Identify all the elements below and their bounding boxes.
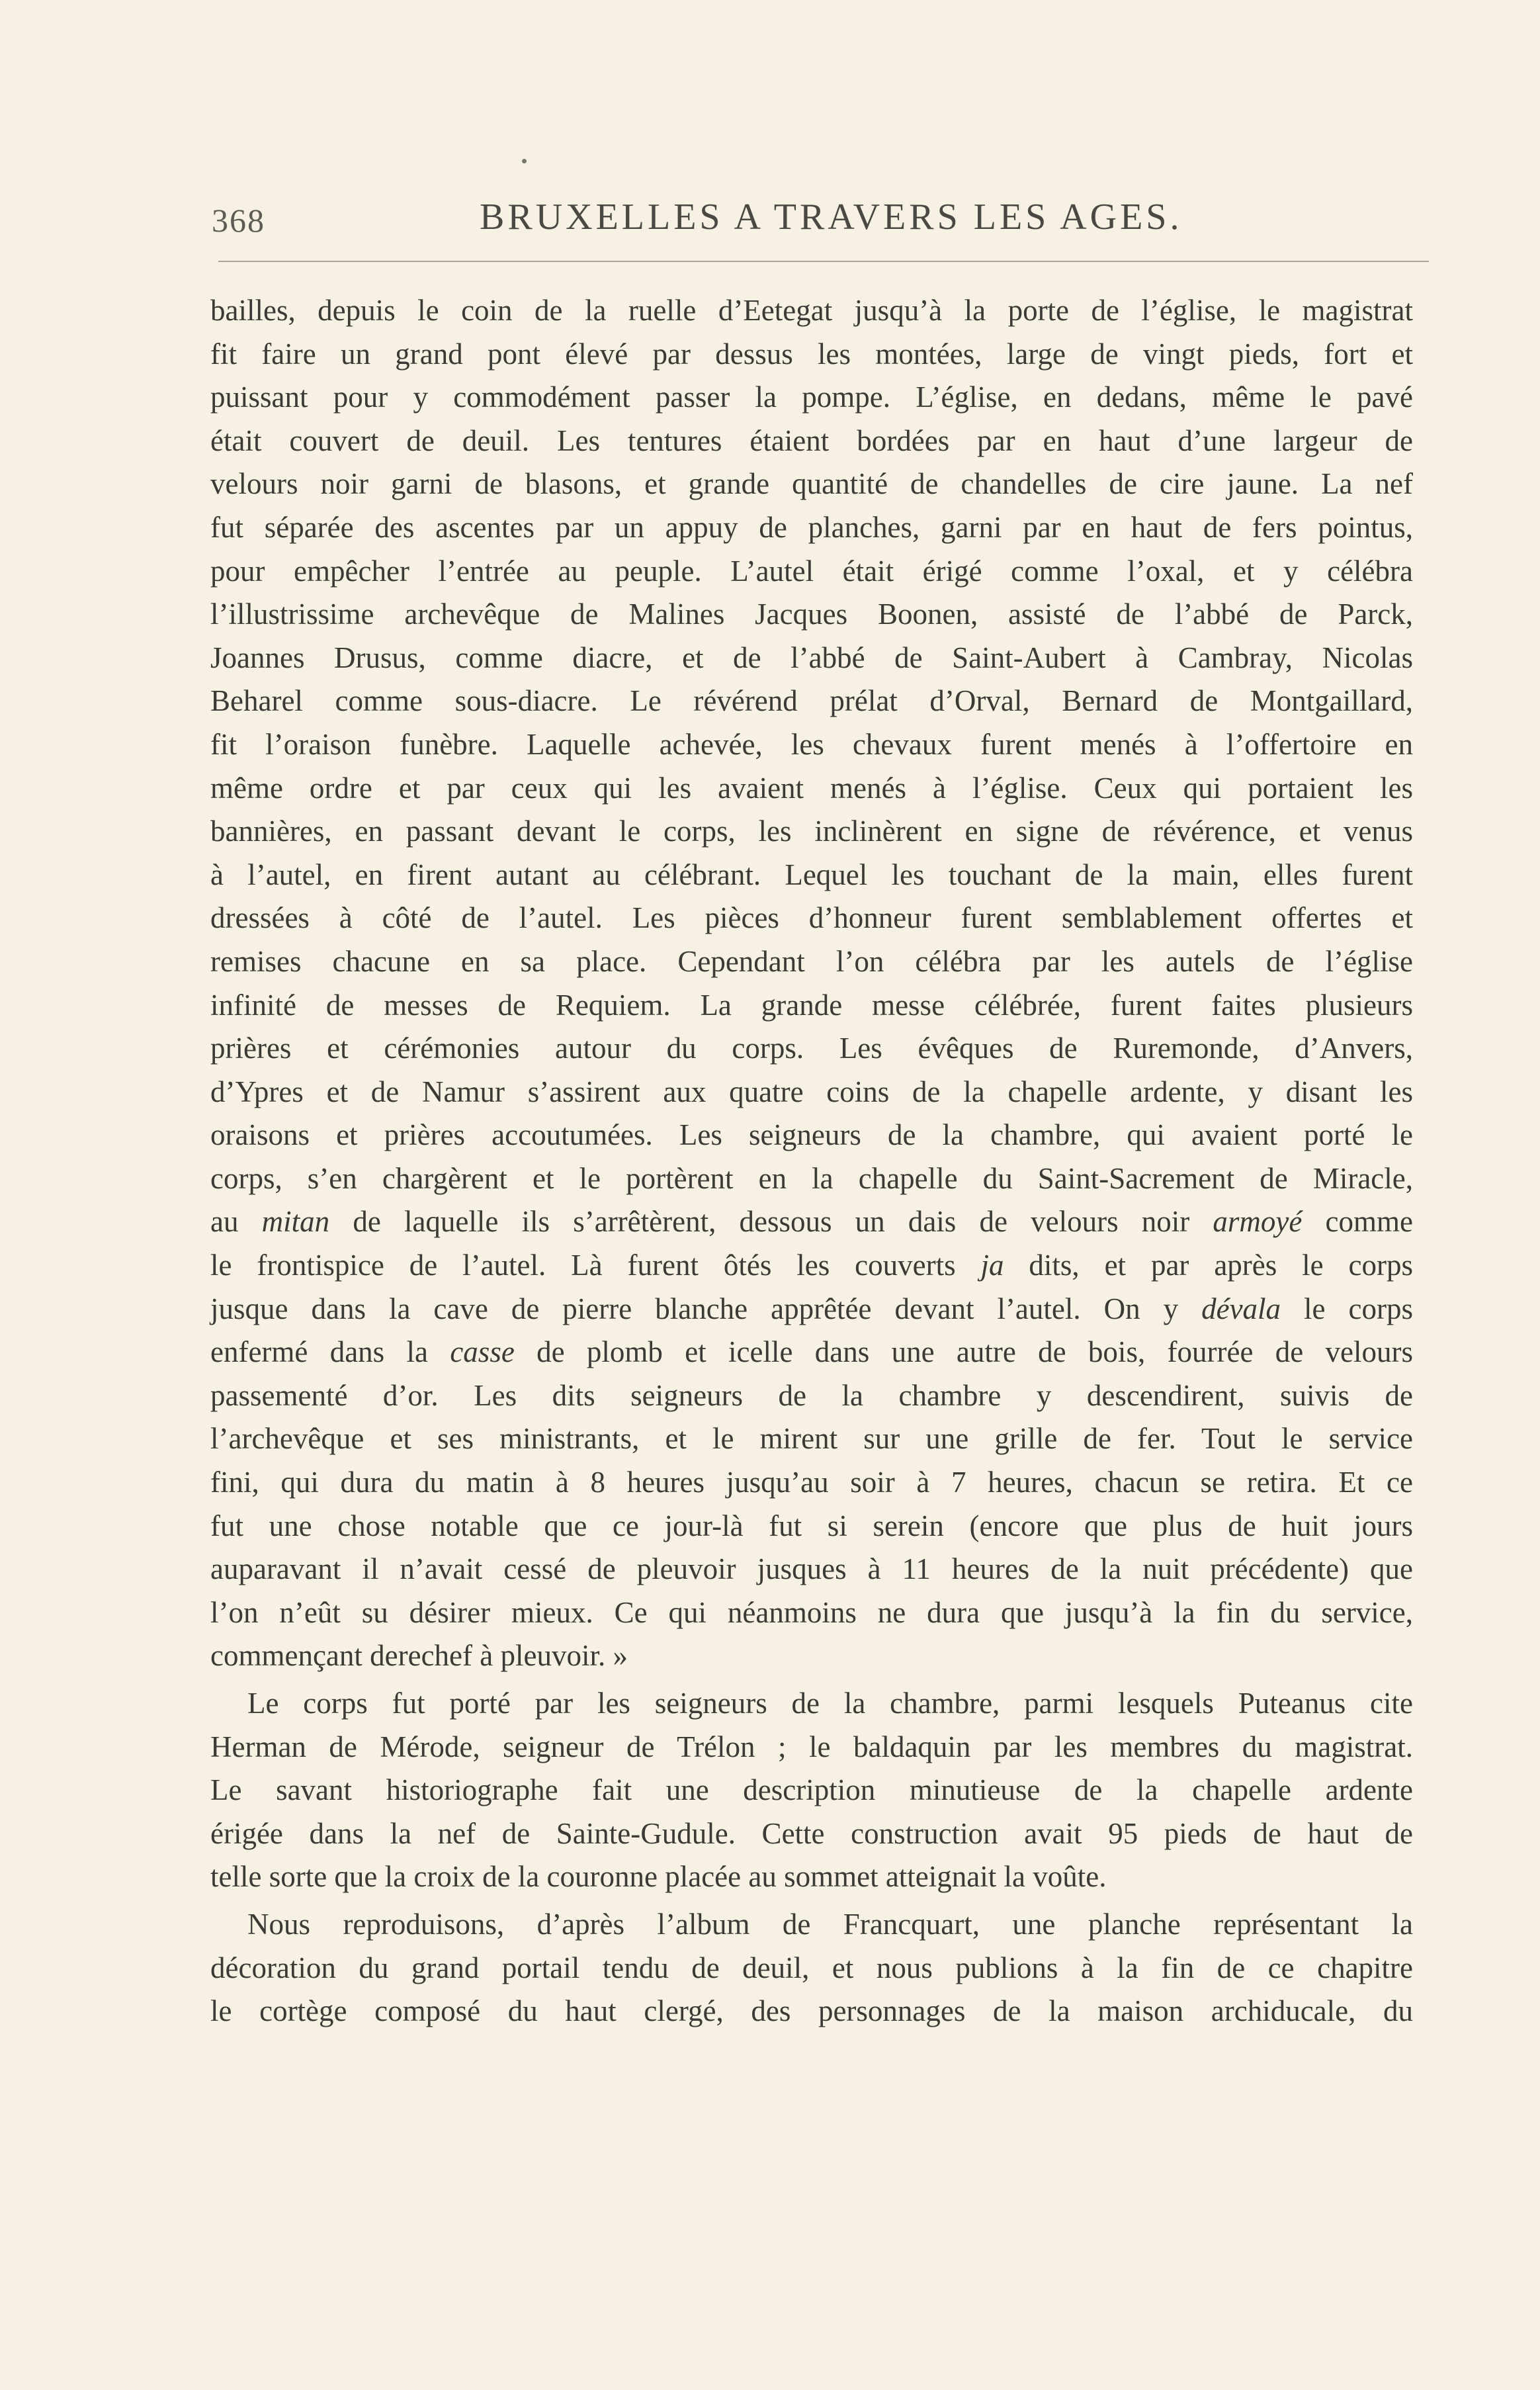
- text-run: le corps: [1281, 1292, 1413, 1325]
- text-run: comme: [1302, 1205, 1413, 1239]
- italic-term: mitan: [261, 1205, 330, 1239]
- text-line: [210, 1331, 1413, 1374]
- header-rule: [218, 261, 1429, 262]
- text-line: même ordre et par ceux qui les avaient menés à l’église. Ceux qui portaient les: [210, 771, 1413, 805]
- text-line: velours noir garni de blasons, et grande quantité de chandelles de cire jaune. La nef: [210, 467, 1413, 501]
- italic-term: ja: [980, 1249, 1004, 1282]
- text-run: dits, et par après le corps: [1004, 1249, 1414, 1282]
- text-line: fit faire un grand pont élevé par dessus les montées, large de vingt pieds, fort et: [210, 337, 1413, 371]
- text-run: le frontispice de l’autel. Là furent ôtés les couverts: [210, 1249, 981, 1282]
- text-line: Beharel comme sous-diacre. Le révérend prélat d’Orval, Bernard de Montgaillard,: [210, 684, 1413, 718]
- running-title: BRUXELLES A TRAVERS LES AGES.: [480, 197, 1183, 238]
- text-line: puissant pour y commodément passer la pompe. L’église, en dedans, même le pavé: [210, 380, 1413, 414]
- italic-term: casse: [450, 1335, 515, 1369]
- text-line: érigée dans la nef de Sainte-Gudule. Cette construction avait 95 pieds de haut de: [210, 1816, 1413, 1850]
- text-run: enfermé dans la: [210, 1335, 450, 1369]
- page-header: [212, 196, 1422, 249]
- text-line: [210, 1200, 1413, 1244]
- text-run: de plomb et icelle dans une autre de bois, fourrée de velours: [514, 1335, 1414, 1369]
- text-line: Le savant historiographe fait une description minutieuse de la chapelle ardente: [210, 1773, 1413, 1807]
- page-number: 368: [212, 202, 265, 239]
- text-line: l’archevêque et ses ministrants, et le mirent sur une grille de fer. Tout le service: [210, 1422, 1413, 1456]
- ink-speck: [522, 159, 527, 163]
- text-line: à l’autel, en firent autant au célébrant. Lequel les touchant de la main, elles furent: [210, 858, 1413, 891]
- text-run: jusque dans la cave de pierre blanche apprêtée devant l’autel. On y: [210, 1292, 1202, 1325]
- text-line: Herman de Mérode, seigneur de Trélon ; le baldaquin par les membres du magistrat.: [210, 1730, 1413, 1763]
- text-line: auparavant il n’avait cessé de pleuvoir jusques à 11 heures de la nuit précédente) que: [210, 1552, 1413, 1586]
- text-line: fut une chose notable que ce jour-là fut si serein (encore que plus de huit jours: [210, 1509, 1413, 1542]
- text-line: bailles, depuis le coin de la ruelle d’Eetegat jusqu’à la porte de l’église, le magistrat: [210, 294, 1413, 327]
- text-line: fut séparée des ascentes par un appuy de planches, garni par en haut de fers pointus,: [210, 510, 1413, 544]
- text-line: l’on n’eût su désirer mieux. Ce qui néanmoins ne dura que jusqu’à la fin du service,: [210, 1595, 1413, 1629]
- text-line: décoration du grand portail tendu de deuil, et nous publions à la fin de ce chapitre: [210, 1951, 1413, 1984]
- paragraph-2: [210, 1682, 1413, 1899]
- italic-term: armoyé: [1213, 1205, 1303, 1239]
- text-line: fit l’oraison funèbre. Laquelle achevée, les chevaux furent menés à l’offertoire en: [210, 727, 1413, 761]
- text-line: fini, qui dura du matin à 8 heures jusqu’au soir à 7 heures, chacun se retira. Et ce: [210, 1466, 1413, 1499]
- text-run: de laquelle ils s’arrêtèrent, dessous un dais de velours noir: [329, 1205, 1213, 1239]
- text-line: corps, s’en chargèrent et le portèrent en la chapelle du Saint-Sacrement de Miracle,: [210, 1161, 1413, 1195]
- text-line: telle sorte que la croix de la couronne placée au sommet atteignait la voûte.: [210, 1860, 1107, 1894]
- text-line: d’Ypres et de Namur s’assirent aux quatre coins de la chapelle ardente, y disant les: [210, 1075, 1413, 1108]
- paragraph-3: [210, 1903, 1413, 2033]
- text-line: infinité de messes de Requiem. La grande messe célébrée, furent faites plusieurs: [210, 988, 1413, 1022]
- text-line: pour empêcher l’entrée au peuple. L’autel était érigé comme l’oxal, et y célébra: [210, 554, 1413, 588]
- text-line: Joannes Drusus, comme diacre, et de l’abbé de Saint-Aubert à Cambray, Nicolas: [210, 641, 1413, 674]
- text-line: remises chacune en sa place. Cependant l’on célébra par les autels de l’église: [210, 944, 1413, 978]
- italic-term: dévala: [1201, 1292, 1281, 1325]
- text-line: l’illustrissime archevêque de Malines Jacques Boonen, assisté de l’abbé de Parck,: [210, 598, 1413, 631]
- text-line: était couvert de deuil. Les tentures étaient bordées par en haut d’une largeur de: [210, 423, 1413, 457]
- paragraph-1: [210, 289, 1413, 1678]
- text-line: commençant derechef à pleuvoir. »: [210, 1639, 628, 1673]
- text-line: bannières, en passant devant le corps, les inclinèrent en signe de révérence, et venus: [210, 815, 1413, 848]
- text-run: au: [210, 1205, 262, 1239]
- text-line: [210, 1244, 1413, 1288]
- body-text: [210, 289, 1413, 2033]
- text-line: oraisons et prières accoutumées. Les seigneurs de la chambre, qui avaient porté le: [210, 1118, 1413, 1152]
- text-line: le cortège composé du haut clergé, des personnages de la maison archiducale, du: [210, 1994, 1413, 2028]
- text-line: passementé d’or. Les dits seigneurs de la chambre y descendirent, suivis de: [210, 1378, 1413, 1412]
- text-line: prières et cérémonies autour du corps. Les évêques de Ruremonde, d’Anvers,: [210, 1032, 1413, 1065]
- text-line: Nous reproduisons, d’après l’album de Francquart, une planche représentant la: [247, 1907, 1413, 1941]
- text-line: dressées à côté de l’autel. Les pièces d’honneur furent semblablement offertes et: [210, 901, 1413, 935]
- text-line: [210, 1288, 1413, 1331]
- text-line: Le corps fut porté par les seigneurs de la chambre, parmi lesquels Puteanus cite: [247, 1687, 1413, 1720]
